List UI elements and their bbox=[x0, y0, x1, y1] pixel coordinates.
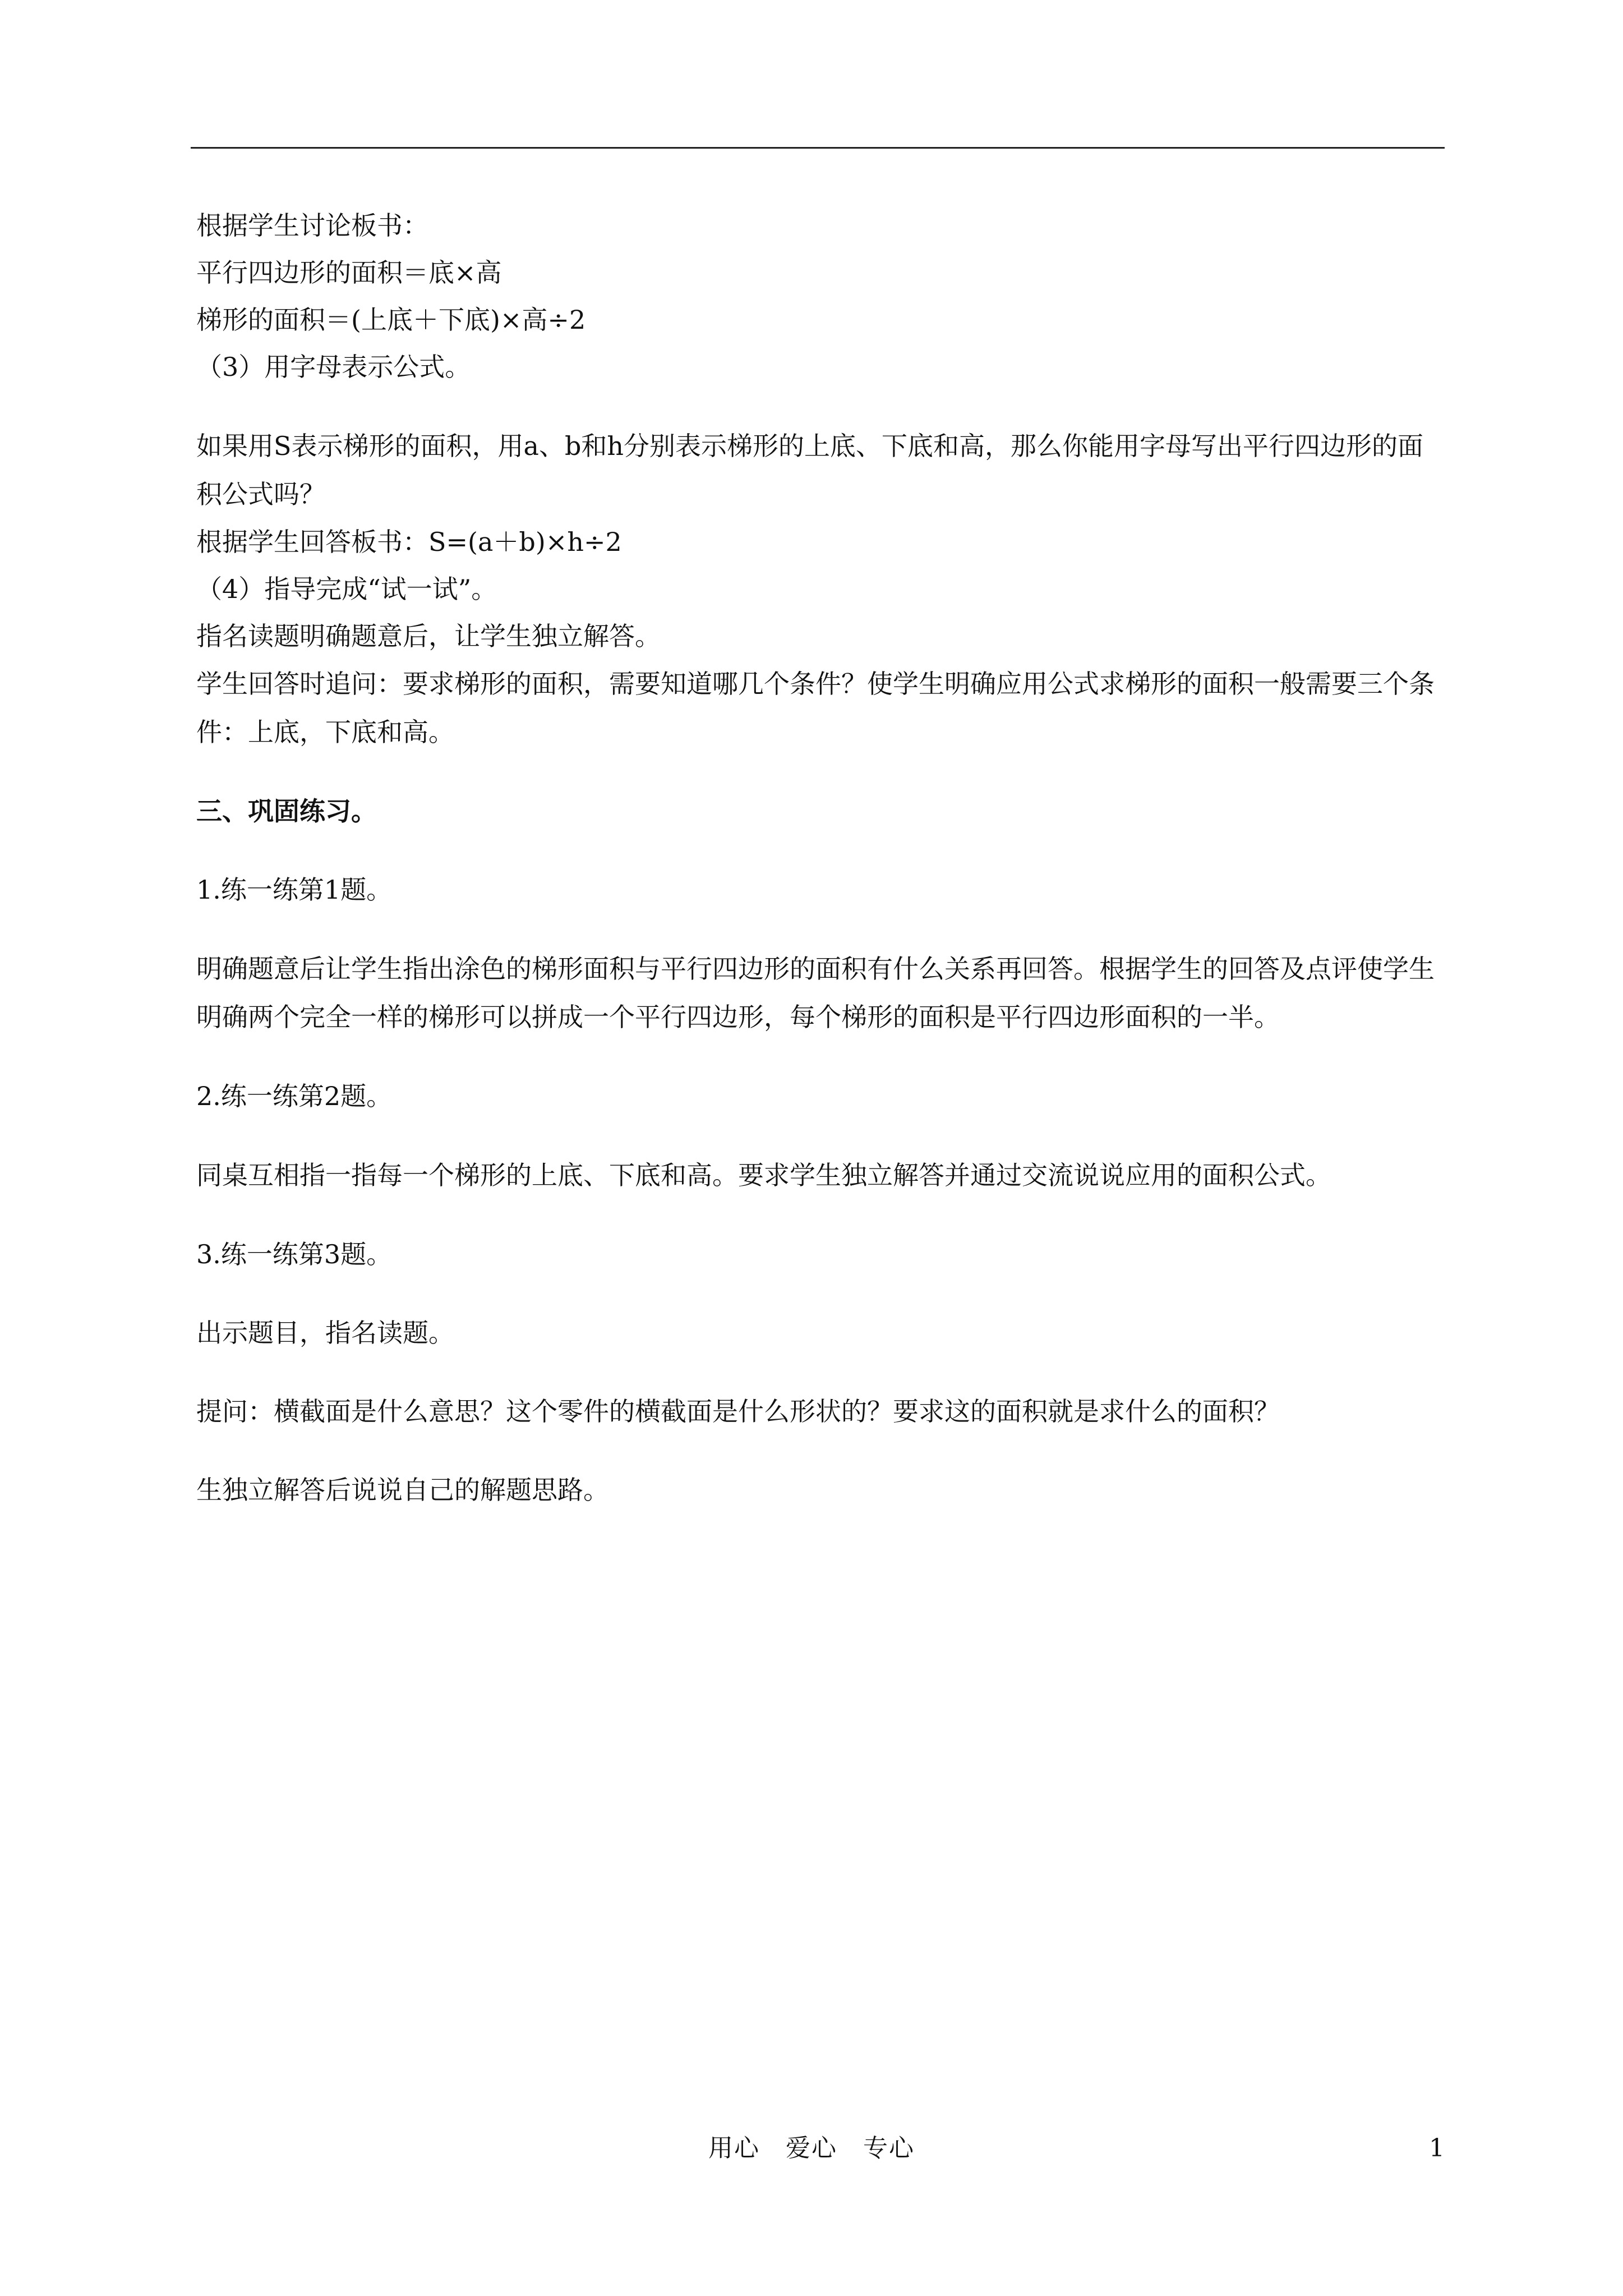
section-heading: 三、巩固练习。 bbox=[196, 796, 377, 826]
spacer bbox=[196, 835, 1445, 866]
document-body bbox=[196, 202, 1445, 1513]
exercise-3-ask: 提问：横截面是什么意思？这个零件的横截面是什么形状的？要求这的面积就是求什么的面积？ bbox=[196, 1396, 1280, 1427]
read-question: 指名读题明确题意后，让学生独立解答。 bbox=[196, 621, 661, 651]
follow-up: 学生回答时追问：要求梯形的面积，需要知道哪几个条件？使学生明确应用公式求梯形的面积一般需要三个条件：上底，下底和高。 bbox=[196, 669, 1435, 747]
board-answer: 根据学生回答板书：S=(a＋b)×h÷2 bbox=[196, 527, 622, 557]
formula-trapezoid: 梯形的面积＝(上底＋下底)×高÷2 bbox=[196, 305, 586, 335]
exercise-2-body: 同桌互相指一指每一个梯形的上底、下底和高。要求学生独立解答并通过交流说说应用的面积公式。 bbox=[196, 1160, 1331, 1190]
page-number: 1 bbox=[1429, 2134, 1445, 2162]
board-intro: 根据学生讨论板书： bbox=[196, 210, 428, 241]
step-3: （3）用字母表示公式。 bbox=[196, 352, 471, 382]
formula-parallelogram: 平行四边形的面积＝底×高 bbox=[196, 257, 502, 288]
spacer bbox=[196, 756, 1445, 788]
exercise-1-title: 1.练一练第1题。 bbox=[196, 875, 393, 905]
question-letters: 如果用S表示梯形的面积，用a、b和h分别表示梯形的上底、下底和高，那么你能用字母写出平行四边形的面积公式吗？ bbox=[196, 431, 1424, 509]
spacer bbox=[196, 1278, 1445, 1309]
spacer bbox=[196, 390, 1445, 422]
spacer bbox=[196, 1120, 1445, 1151]
footer-motto: 用心 爱心 专心 bbox=[708, 2134, 915, 2162]
exercise-3-title: 3.练一练第3题。 bbox=[196, 1239, 393, 1269]
exercise-3-solve: 生独立解答后说说自己的解题思路。 bbox=[196, 1475, 609, 1505]
exercise-3-show: 出示题目，指名读题。 bbox=[196, 1318, 454, 1348]
spacer bbox=[196, 1356, 1445, 1388]
spacer bbox=[196, 1199, 1445, 1231]
step-4: （4）指导完成“试一试”。 bbox=[196, 574, 497, 604]
exercise-2-title: 2.练一练第2题。 bbox=[196, 1081, 393, 1111]
spacer bbox=[196, 1435, 1445, 1466]
header-rule bbox=[191, 147, 1445, 149]
spacer bbox=[196, 913, 1445, 945]
spacer bbox=[196, 1041, 1445, 1073]
exercise-1-body: 明确题意后让学生指出涂色的梯形面积与平行四边形的面积有什么关系再回答。根据学生的回答及点评使学生明确两个完全一样的梯形可以拼成一个平行四边形，每个梯形的面积是平行四边形面积的一半。 bbox=[196, 954, 1435, 1032]
